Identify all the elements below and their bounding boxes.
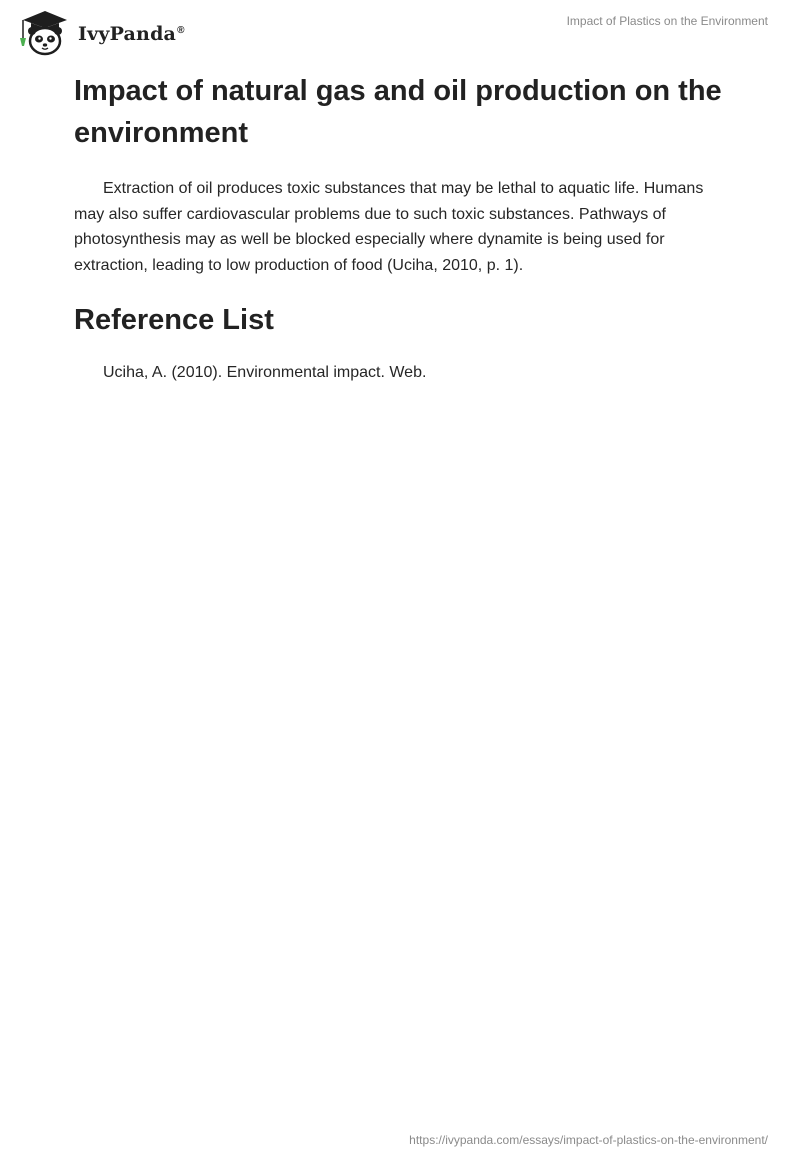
panda-graduation-cap-icon (16, 8, 74, 56)
essay-content (74, 70, 734, 385)
document-title: Impact of Plastics on the Environment (566, 14, 768, 28)
logo[interactable] (16, 8, 185, 56)
section-heading: Impact of natural gas and oil production on the environment (74, 75, 722, 149)
page-header (0, 0, 800, 60)
registered-mark: ® (177, 24, 185, 36)
source-url[interactable]: https://ivypanda.com/essays/impact-of-plastics-on-the-environment/ (409, 1133, 768, 1147)
body-paragraph: Extraction of oil produces toxic substances that may be lethal to aquatic life. Humans may also suffer cardiovascular problems due to such toxic substances. Pathways of photosynthesis may as well be blocked especially where dynamite is being used for extraction, leading to low production of food (Uciha, 2010, p. 1). (74, 180, 704, 274)
reference-list-heading: Reference List (74, 304, 274, 336)
reference-item: Uciha, A. (2010). Environmental impact. Web. (103, 364, 427, 381)
brand-name: IvyPanda® (78, 23, 185, 45)
